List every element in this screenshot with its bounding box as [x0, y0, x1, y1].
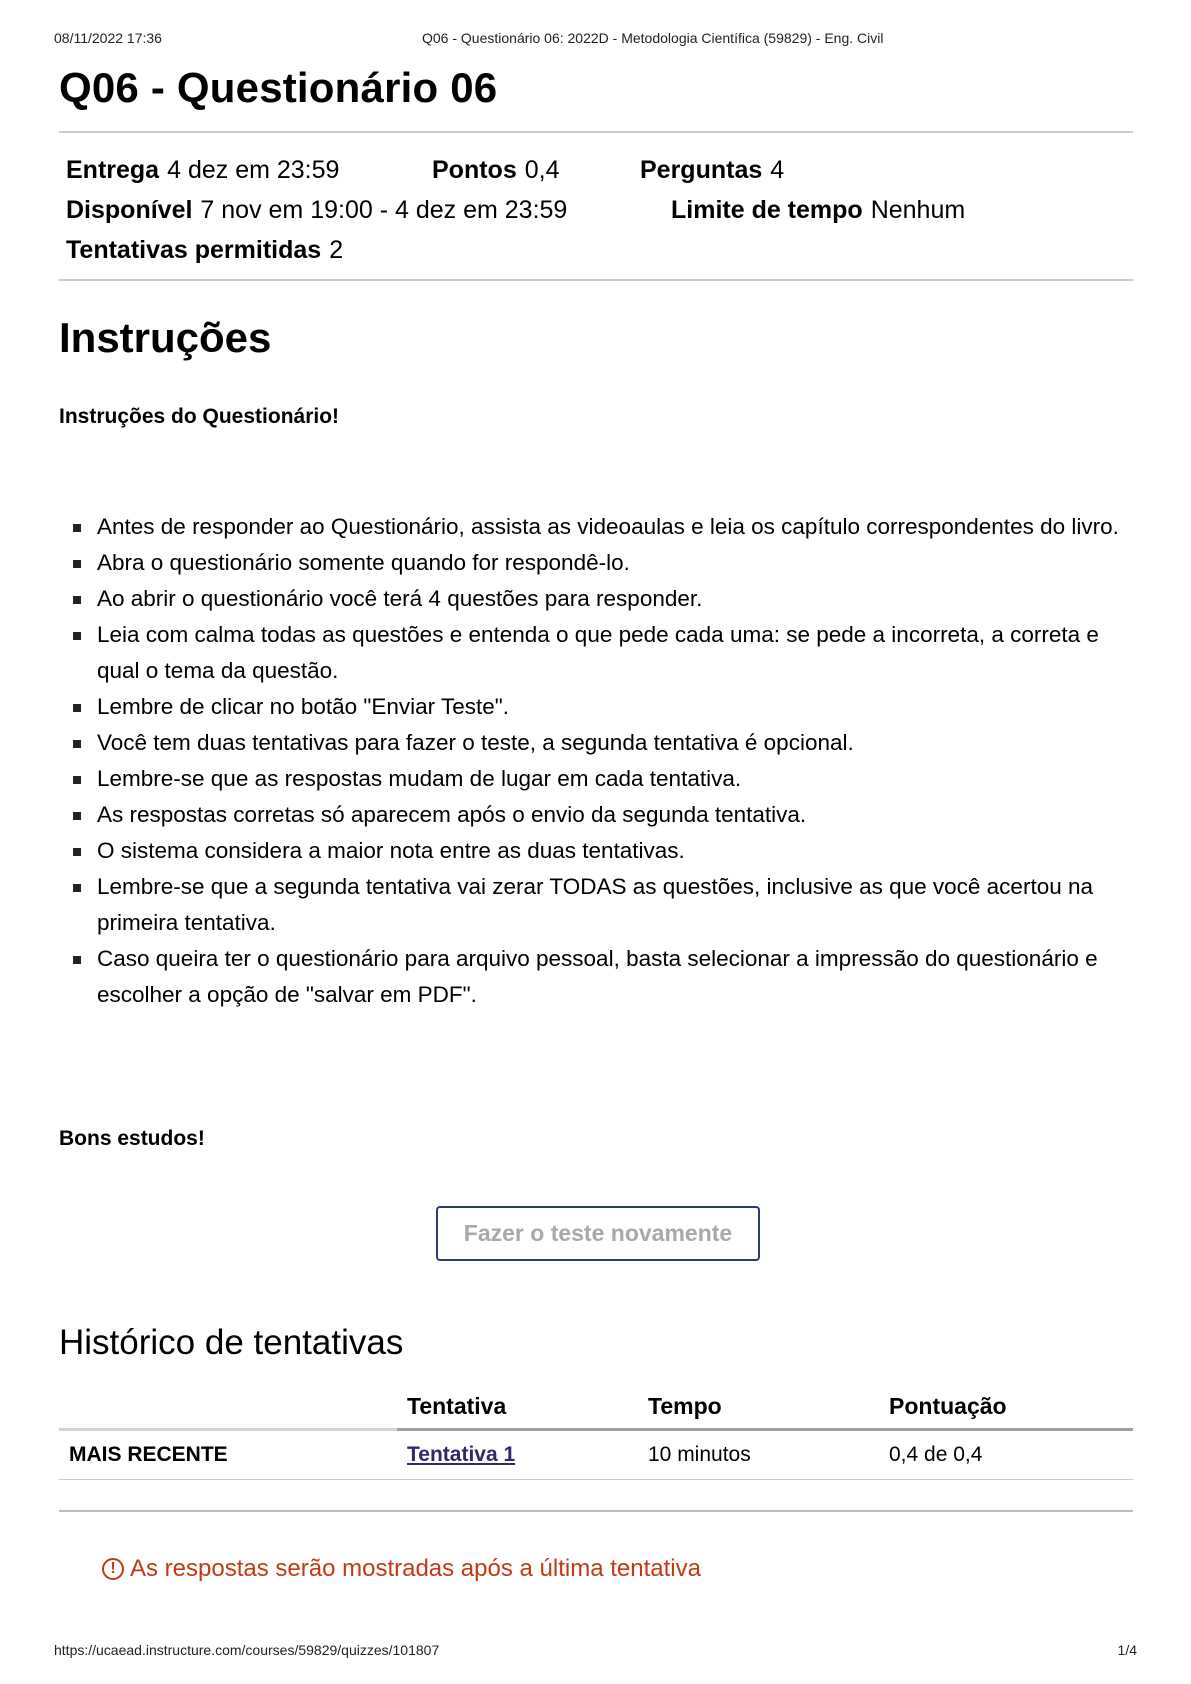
time-limit: [671, 190, 965, 230]
bullet-icon: [73, 632, 81, 640]
bullet-icon: [73, 740, 81, 748]
column-header-time: Tempo: [638, 1384, 879, 1430]
print-date: 08/11/2022 17:36: [54, 30, 162, 46]
available-value: 7 nov em 19:00 - 4 dez em 23:59: [200, 196, 568, 224]
list-item: Lembre-se que as respostas mudam de lugar em cada tentativa.: [59, 761, 1139, 797]
score-cell: 0,4 de 0,4: [879, 1430, 1133, 1480]
retake-quiz-button[interactable]: Fazer o teste novamente: [436, 1206, 760, 1261]
list-item: O sistema considera a maior nota entre as duas tentativas.: [59, 833, 1139, 869]
alert-text: As respostas serão mostradas após a última tentativa: [130, 1555, 701, 1582]
bullet-icon: [73, 776, 81, 784]
attempts-value: 2: [329, 236, 344, 264]
page-title: Q06 - Questionário 06: [59, 64, 498, 111]
column-header-score: Pontuação: [879, 1384, 1133, 1430]
page-number: 1/4: [1117, 1642, 1137, 1658]
questions-value: 4: [770, 156, 785, 184]
list-item: As respostas corretas só aparecem após o envio da segunda tentativa.: [59, 797, 1139, 833]
divider: [59, 279, 1133, 281]
closing-text: Bons estudos!: [59, 1127, 205, 1150]
list-item: Você tem duas tentativas para fazer o teste, a segunda tentativa é opcional.: [59, 725, 1139, 761]
points-label: Pontos: [432, 156, 517, 184]
divider: [59, 131, 1133, 133]
bullet-icon: [73, 524, 81, 532]
bullet-icon: [73, 596, 81, 604]
table-header-row: [59, 1384, 1133, 1430]
list-item: Lembre-se que a segunda tentativa vai zerar TODAS as questões, inclusive as que você acertou na primeira tentativa.: [59, 869, 1139, 941]
print-url: https://ucaead.instructure.com/courses/59829/quizzes/101807: [54, 1642, 440, 1658]
list-item: Caso queira ter o questionário para arquivo pessoal, basta selecionar a impressão do questionário e escolher a opção de "salvar em PDF".: [59, 941, 1139, 1013]
time-limit-value: Nenhum: [870, 196, 966, 224]
table-row: [59, 1430, 1133, 1480]
allowed-attempts: [66, 230, 343, 270]
instructions-list: [59, 509, 1139, 1013]
list-item: Ao abrir o questionário você terá 4 questões para responder.: [59, 581, 1139, 617]
print-page-title: Q06 - Questionário 06: 2022D - Metodologia Científica (59829) - Eng. Civil: [422, 30, 884, 46]
attempt-link[interactable]: Tentativa 1: [407, 1443, 516, 1466]
due-label: Entrega: [66, 156, 160, 184]
table-row-empty: [59, 1480, 1133, 1512]
column-header-attempt: Tentativa: [397, 1384, 638, 1430]
instructions-heading: Instruções: [59, 314, 272, 361]
time-cell: 10 minutos: [638, 1430, 879, 1480]
bullet-icon: [73, 848, 81, 856]
attempt-history-title: Histórico de tentativas: [59, 1323, 404, 1362]
instructions-subheading: Instruções do Questionário!: [59, 405, 340, 428]
answers-alert: [102, 1555, 701, 1583]
due-date: [66, 150, 339, 190]
bullet-icon: [73, 560, 81, 568]
availability: [66, 190, 567, 230]
attempt-cell: [397, 1430, 638, 1480]
list-item: Lembre de clicar no botão "Enviar Teste".: [59, 689, 1139, 725]
points-value: 0,4: [524, 156, 560, 184]
row-label: MAIS RECENTE: [59, 1430, 397, 1480]
column-header: [59, 1384, 397, 1430]
questions: [640, 150, 784, 190]
questions-label: Perguntas: [640, 156, 763, 184]
bullet-icon: [73, 884, 81, 892]
bullet-icon: [73, 956, 81, 964]
time-limit-label: Limite de tempo: [671, 196, 863, 224]
list-item: Antes de responder ao Questionário, assista as videoaulas e leia os capítulo correspondentes do livro.: [59, 509, 1139, 545]
attempt-history-table: [59, 1384, 1133, 1512]
available-label: Disponível: [66, 196, 193, 224]
bullet-icon: [73, 704, 81, 712]
attempts-label: Tentativas permitidas: [66, 236, 322, 264]
points: [432, 150, 559, 190]
exclamation-circle-icon: !: [102, 1558, 124, 1580]
due-value: 4 dez em 23:59: [167, 156, 340, 184]
list-item: Leia com calma todas as questões e entenda o que pede cada uma: se pede a incorreta, a correta e qual o tema da questão.: [59, 617, 1139, 689]
bullet-icon: [73, 812, 81, 820]
list-item: Abra o questionário somente quando for respondê-lo.: [59, 545, 1139, 581]
